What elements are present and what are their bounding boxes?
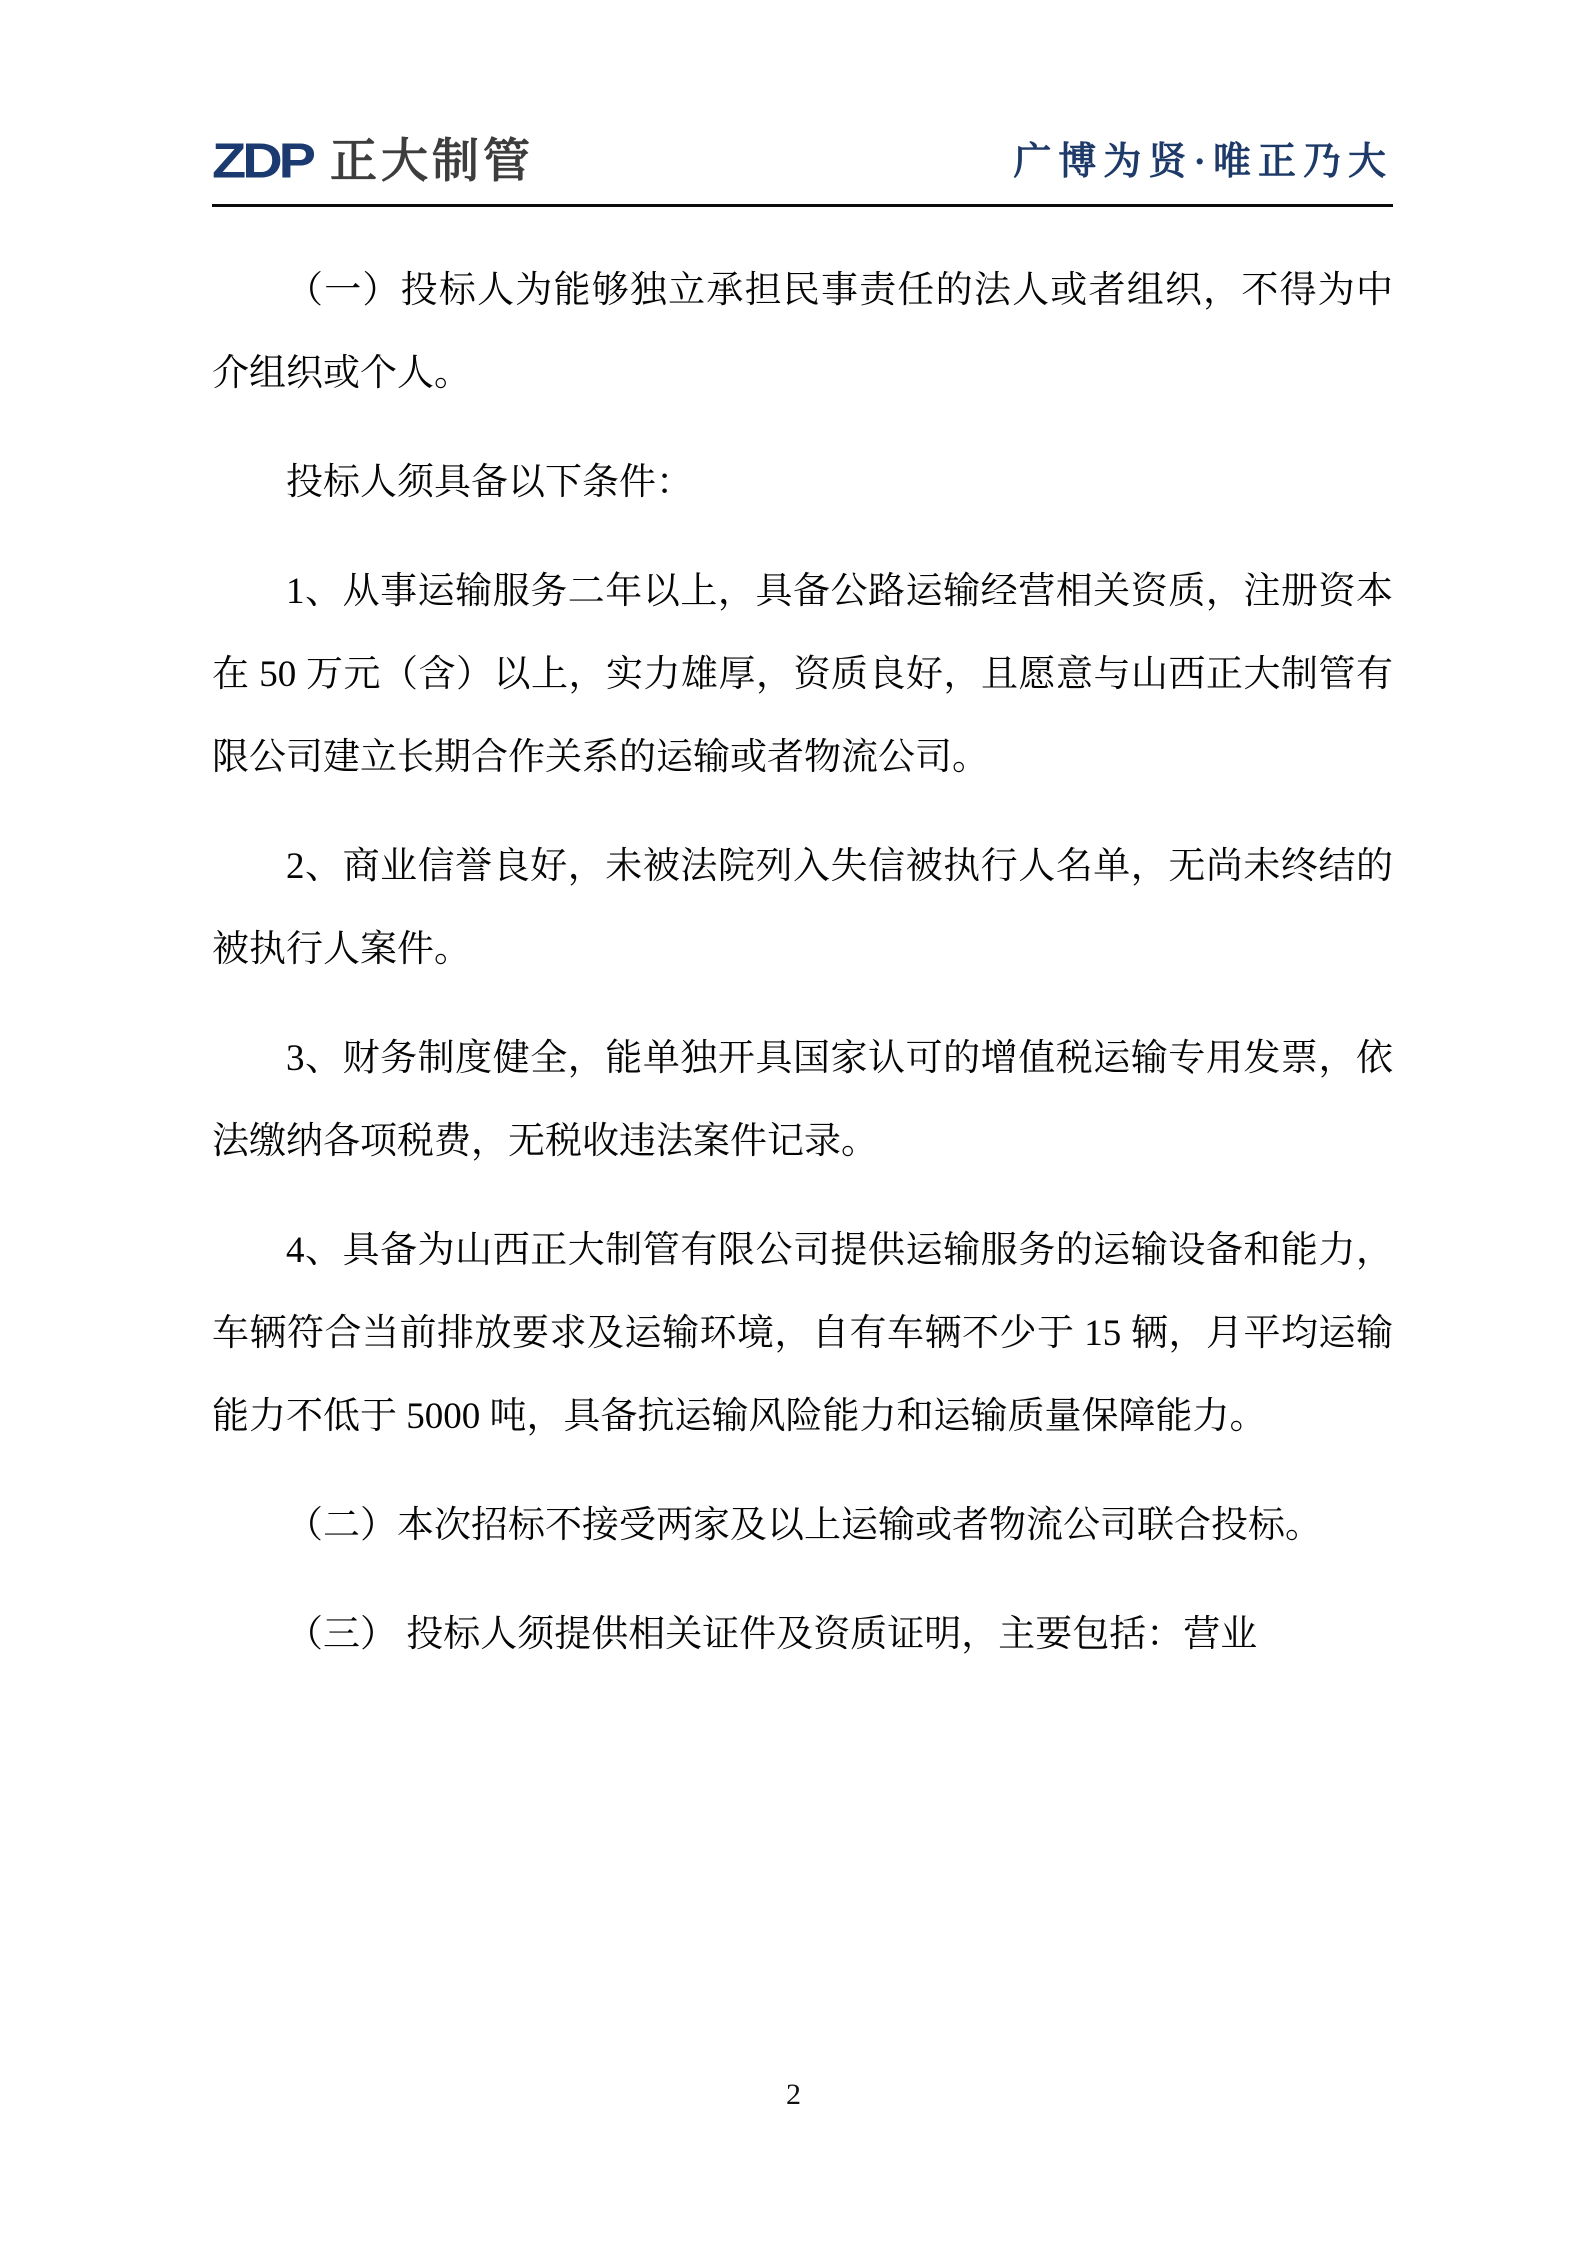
paragraph-1: （一）投标人为能够独立承担民事责任的法人或者组织，不得为中介组织或个人。: [212, 270, 1393, 394]
paragraph-2: 投标人须具备以下条件：: [286, 462, 693, 503]
page-header: [212, 132, 1393, 207]
logo-zdp-mark: ZDP: [212, 132, 312, 188]
document-body: [212, 249, 1393, 1702]
paragraph-4: 2、商业信誉良好，未被法院列入失信被执行人名单，无尚未终结的被执行人案件。: [212, 846, 1393, 970]
logo-company-name: 正大制管: [330, 134, 534, 187]
paragraph-6: 4、具备为山西正大制管有限公司提供运输服务的运输设备和能力，车辆符合当前排放要求及运输环境，自有车辆不少于 15 辆，月平均运输能力不低于 5000 吨，具备抗运输风险能力和运输质量保障能力。: [212, 1230, 1393, 1437]
company-slogan: 广博为贤·唯正乃大: [1013, 141, 1393, 183]
paragraph-8: （三） 投标人须提供相关证件及资质证明，主要包括：营业: [286, 1614, 1258, 1655]
paragraph-7: （二）本次招标不接受两家及以上运输或者物流公司联合投标。: [286, 1505, 1322, 1546]
paragraph-3: 1、从事运输服务二年以上，具备公路运输经营相关资质，注册资本在 50 万元（含）以上，实力雄厚，资质良好，且愿意与山西正大制管有限公司建立长期合作关系的运输或者物流公司。: [212, 571, 1393, 778]
company-logo: [212, 132, 534, 188]
paragraph-5: 3、财务制度健全，能单独开具国家认可的增值税运输专用发票，依法缴纳各项税费，无税收违法案件记录。: [212, 1038, 1393, 1162]
page-number: 2: [786, 2078, 801, 2111]
